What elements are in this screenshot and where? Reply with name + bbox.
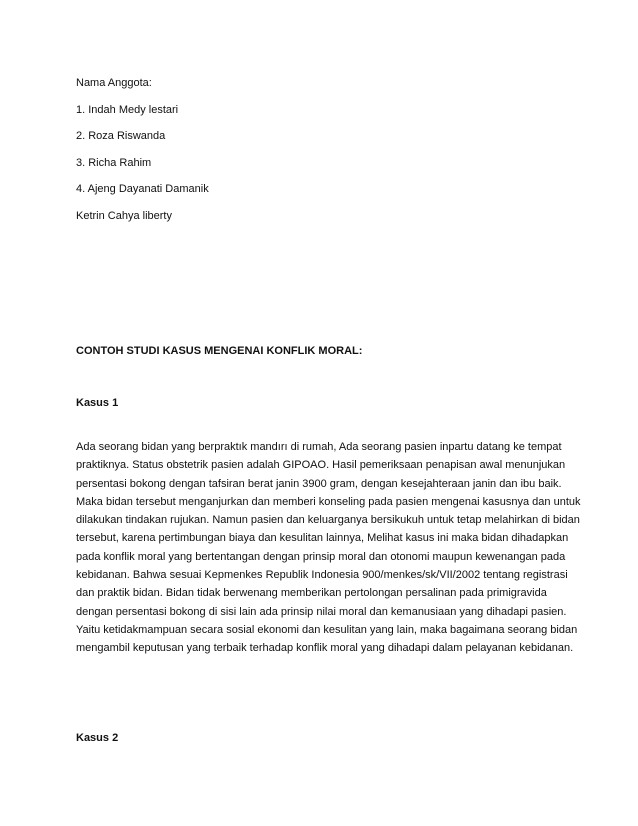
case1-line: tersebut, karena pertimbungan biaya dan kesulitan lainnya, Melihat kasus ini maka bidan dihadapkan — [76, 532, 569, 545]
case1-line: Ada seorang bidan yang berpraktık mandırı di rumah, Ada seorang pasien inpartu datang ke tempat — [76, 441, 562, 453]
member-item-5: Ketrin Cahya liberty — [76, 210, 172, 222]
document-title: CONTOH STUDI KASUS MENGENAI KONFLIK MORAL: — [76, 345, 363, 357]
case1-heading: Kasus 1 — [76, 397, 119, 409]
case1-line: praktiknya. Status obstetrik pasien adalah GIPOAO. Hasil pemeriksaan penapisan awal menunjukan — [76, 459, 566, 472]
case1-line: pada konflik moral yang bertentangan dengan prinsip moral dan otonomi maupun kewenangan pada — [76, 550, 566, 563]
case1-line: dan praktik bidan. Bidan tidak berwenang memberikan pertolongan persalinan pada primigravida — [76, 587, 547, 600]
member-item-4: 4. Ajeng Dayanati Damanik — [76, 183, 209, 195]
case1-line: kebidanan. Bahwa sesuai Kepmenkes Republik Indonesia 900/menkes/sk/VII/2002 tentang registrasi — [76, 569, 568, 582]
member-item-3: 3. Richa Rahim — [76, 157, 152, 169]
member-item-1: 1. Indah Medy lestari — [76, 104, 179, 116]
member-item-2: 2. Roza Riswanda — [76, 130, 166, 142]
case1-line: mengambil keputusan yang terbaik terhadap konflik moral yang dihadapi dalam pelayanan kebidanan. — [76, 642, 574, 655]
case1-line: dilakukan tindakan rujukan. Namun pasien dan keluarganya bersikukuh untuk tetap melahirkan di bidan — [76, 514, 580, 527]
case1-line: Maka bidan tersebut menganjurkan dan memberi konseling pada pasien mengenai kasusnya dan untuk — [76, 495, 581, 508]
case1-line: Yaitu ketidakmampuan secara sosial ekonomi dan kesulitan yang lain, maka bagaimana seorang bidan — [76, 623, 578, 636]
case1-line: persentasi bokong dengan tafsiran berat janin 3900 gram, dengan kesejahteraan janin dan ibu baik. — [76, 477, 562, 490]
case1-line: dengan persentasi bokong di sisi lain ada prinsip nilai moral dan kemanusiaan yang dihadapi pasien. — [76, 605, 567, 618]
case1-paragraph — [76, 438, 581, 658]
members-heading: Nama Anggota: — [76, 77, 152, 89]
case2-heading: Kasus 2 — [76, 732, 119, 744]
